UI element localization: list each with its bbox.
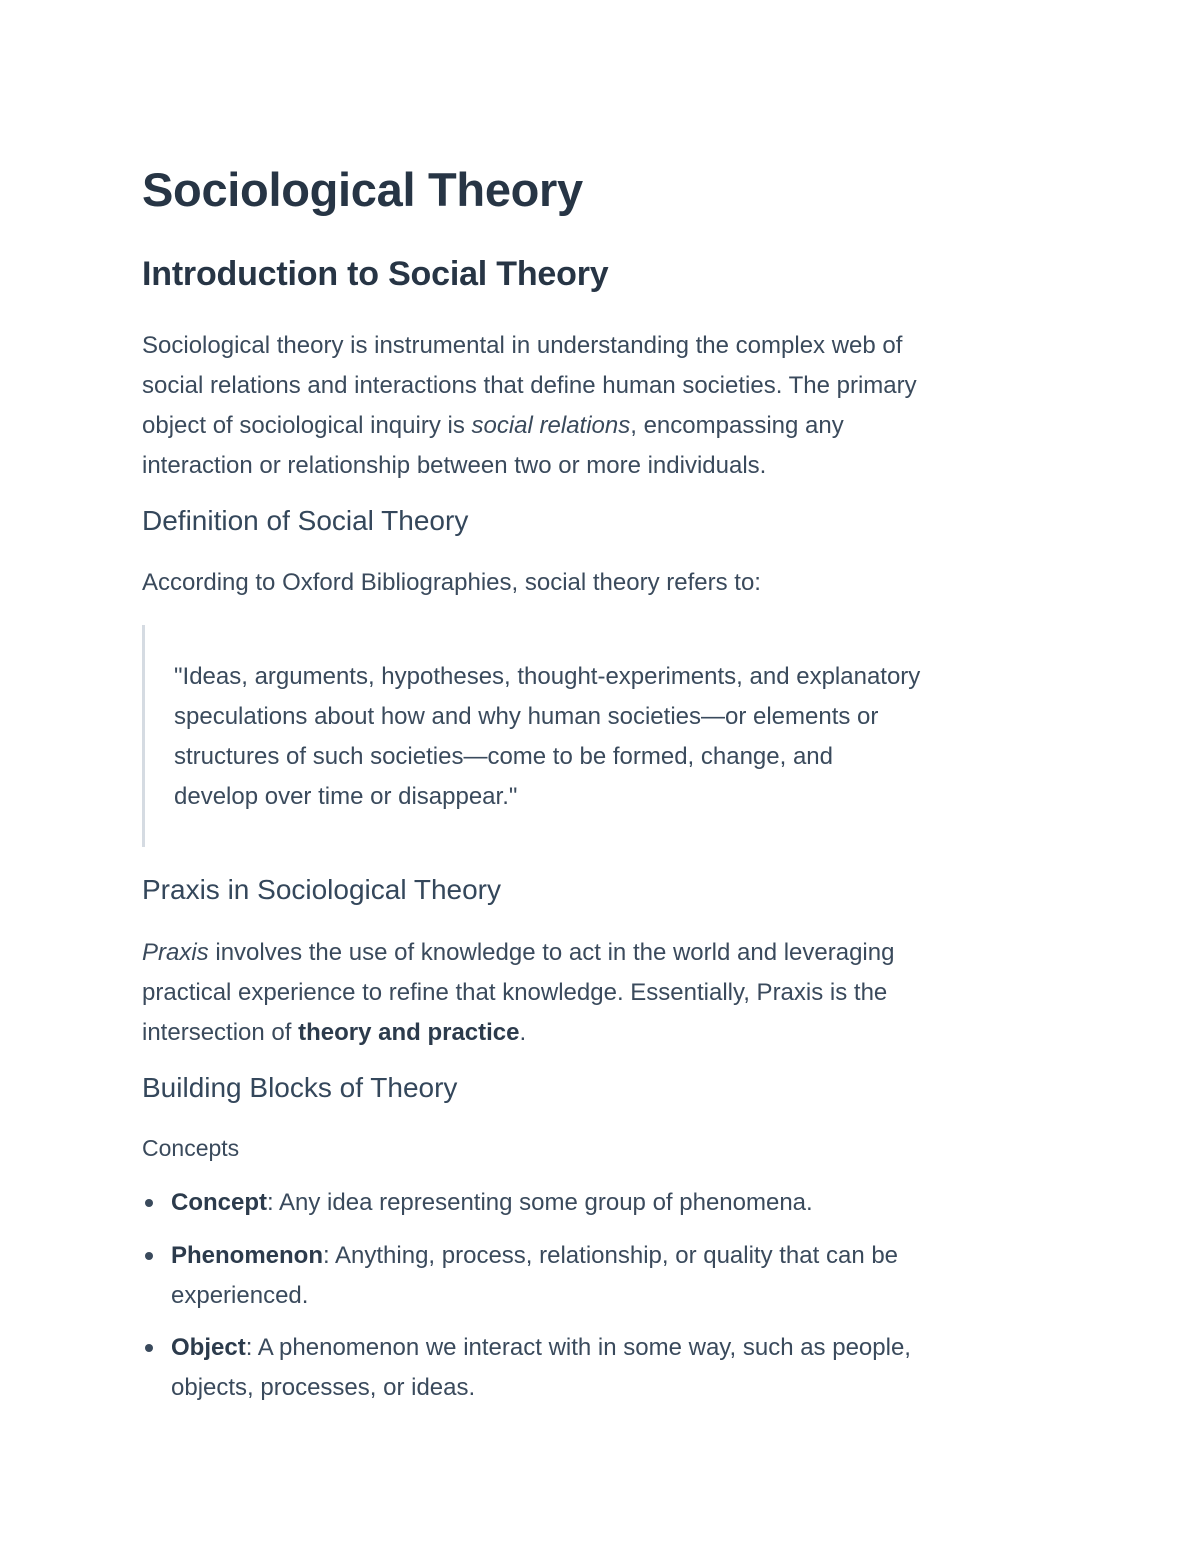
praxis-paragraph	[142, 933, 1052, 1053]
intro-line-4: interaction or relationship between two or more individuals.	[142, 452, 767, 479]
definition-lead	[142, 563, 1052, 603]
definition-object-line-2: objects, processes, or ideas.	[171, 1374, 476, 1401]
quote-line-4: develop over time or disappear."	[174, 783, 518, 810]
term-separator: :	[267, 1189, 274, 1216]
section-heading-definition: Definition of Social Theory	[142, 505, 469, 536]
list-item-line-1	[171, 1183, 1051, 1223]
blockquote	[142, 625, 1045, 847]
quote-line-2: speculations about how and why human societies—or elements or	[174, 703, 879, 730]
intro-line-3-before: object of sociological inquiry is	[142, 412, 472, 439]
quote-paragraph	[174, 657, 1034, 817]
praxis-bold-theory-and-practice: theory and practice	[298, 1019, 520, 1046]
bullet-dot	[145, 1199, 153, 1207]
definition-concept: Any idea representing some group of phenomena.	[273, 1189, 813, 1216]
intro-line-3	[142, 406, 1052, 446]
praxis-line-2: practical experience to refine that knowledge. Essentially, Praxis is the	[142, 979, 888, 1006]
definition-lead-text: According to Oxford Bibliographies, social theory refers to:	[142, 569, 761, 596]
term-concept: Concept	[171, 1189, 267, 1216]
praxis-emphasis: Praxis	[142, 939, 209, 966]
section-heading-introduction: Introduction to Social Theory	[142, 255, 609, 293]
term-separator: :	[245, 1334, 253, 1361]
list-item-text	[171, 1236, 1051, 1316]
term-separator: :	[323, 1242, 330, 1269]
definition-phenomenon-line-2: experienced.	[171, 1282, 309, 1309]
praxis-line-3-before: intersection of	[142, 1019, 299, 1046]
list-item-text	[171, 1328, 1051, 1408]
intro-line-3-after: , encompassing any	[630, 412, 844, 439]
page-title: Sociological Theory	[142, 163, 583, 216]
intro-paragraph	[142, 326, 1052, 486]
bullet-dot	[145, 1252, 153, 1260]
intro-emphasis-social-relations: social relations	[471, 412, 631, 439]
section-heading-building-blocks: Building Blocks of Theory	[142, 1072, 458, 1103]
intro-line-2: social relations and interactions that define human societies. The primary	[142, 372, 917, 399]
quote-line-3: structures of such societies—come to be formed, change, and	[174, 743, 834, 770]
list-item-text	[171, 1183, 1051, 1223]
praxis-line-3	[142, 1013, 1052, 1053]
praxis-line-3-after: .	[519, 1019, 527, 1046]
praxis-line-1-after: involves the use of knowledge to act in the world and leveraging	[208, 939, 895, 966]
term-object: Object	[171, 1334, 246, 1361]
bullet-dot	[145, 1344, 153, 1352]
list-item-line-1	[171, 1328, 1051, 1368]
definition-object-line-1: A phenomenon we interact with in some way, such as people,	[252, 1334, 911, 1361]
subheading-concepts: Concepts	[142, 1135, 240, 1161]
praxis-line-1	[142, 933, 1052, 973]
term-phenomenon: Phenomenon	[171, 1242, 324, 1269]
section-heading-praxis: Praxis in Sociological Theory	[142, 874, 501, 905]
list-item-line-1	[171, 1236, 1051, 1276]
definition-phenomenon-line-1: Anything, process, relationship, or quality that can be	[329, 1242, 899, 1269]
quote-line-1: "Ideas, arguments, hypotheses, thought-experiments, and explanatory	[174, 663, 921, 690]
intro-line-1: Sociological theory is instrumental in understanding the complex web of	[142, 332, 903, 359]
